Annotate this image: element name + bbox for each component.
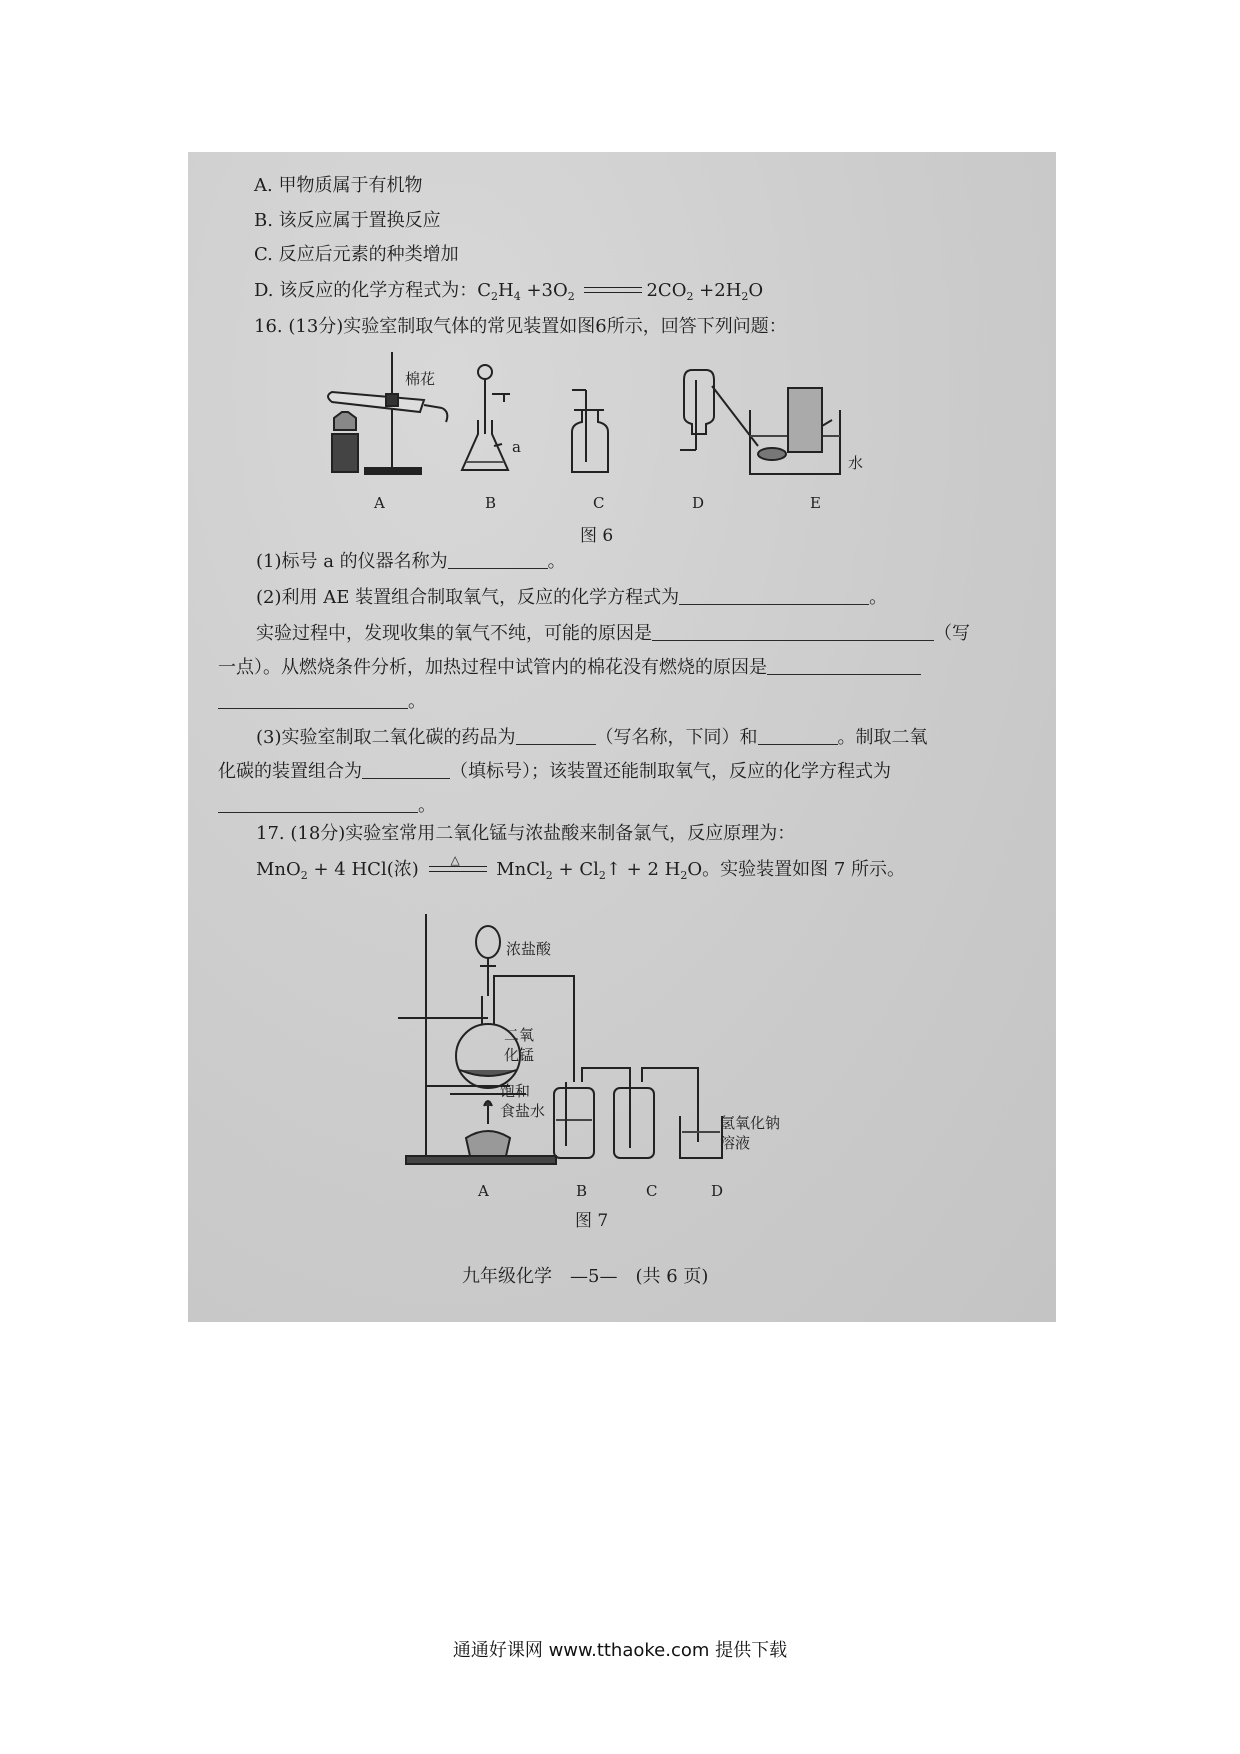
answer-blank[interactable] bbox=[516, 726, 596, 745]
option-b: B. 该反应属于置换反应 bbox=[254, 210, 441, 231]
download-note: 通通好课网 www.tthaoke.com 提供下载 bbox=[452, 1640, 788, 1661]
figure-7-apparatus bbox=[398, 910, 758, 1180]
label-brine-1: 饱和 bbox=[500, 1082, 531, 1100]
fig7-label-c: C bbox=[646, 1182, 658, 1200]
apparatus-b-brine-bottle bbox=[554, 1068, 630, 1158]
fig6-label-d: D bbox=[692, 494, 705, 512]
label-mno2-2: 化锰 bbox=[504, 1046, 535, 1064]
apparatus-b-funnel-flask bbox=[462, 365, 510, 470]
figure-6-apparatus bbox=[320, 350, 880, 480]
answer-blank[interactable] bbox=[767, 656, 921, 675]
answer-blank[interactable] bbox=[218, 794, 418, 813]
label-naoh-2: 溶液 bbox=[720, 1134, 751, 1152]
answer-blank[interactable] bbox=[679, 586, 869, 605]
heat-equals-icon: △ bbox=[429, 860, 487, 878]
q16-part2-line3: 一点）。从燃烧条件分析，加热过程中试管内的棉花没有燃烧的原因是 bbox=[218, 656, 921, 680]
fig7-caption: 图 7 bbox=[575, 1211, 609, 1231]
option-a: A. 甲物质属于有机物 bbox=[254, 175, 423, 196]
label-naoh-1: 氢氧化钠 bbox=[720, 1114, 781, 1132]
fig6-label-b: B bbox=[485, 494, 497, 512]
answer-blank[interactable] bbox=[448, 550, 548, 569]
apparatus-c-gas-bottle-up bbox=[572, 390, 608, 472]
label-a: a bbox=[512, 438, 521, 456]
option-c: C. 反应后元素的种类增加 bbox=[254, 244, 459, 265]
q17-title: 17. (18分)实验室常用二氧化锰与浓盐酸来制备氯气，反应原理为： bbox=[256, 823, 796, 844]
fig7-label-b: B bbox=[576, 1182, 588, 1200]
label-mno2-1: 二氧 bbox=[504, 1026, 535, 1044]
answer-blank[interactable] bbox=[218, 690, 408, 709]
fig6-label-a: A bbox=[374, 494, 385, 512]
label-brine-2: 食盐水 bbox=[500, 1102, 546, 1120]
apparatus-c-collect-bottle bbox=[614, 1068, 698, 1158]
equals-sign-icon bbox=[584, 281, 642, 299]
apparatus-e-water-trough bbox=[712, 386, 840, 474]
q16-part3-line3: 。 bbox=[218, 794, 436, 818]
q16-part1: (1)标号 a 的仪器名称为 。 bbox=[256, 551, 566, 572]
fig7-label-d: D bbox=[711, 1182, 724, 1200]
label-cotton: 棉花 bbox=[405, 370, 436, 388]
q16-title: 16. (13分)实验室制取气体的常见装置如图6所示，回答下列问题： bbox=[254, 316, 787, 337]
q16-part3: (3)实验室制取二氧化碳的药品为 （写名称，下同）和 。制取二氧 bbox=[256, 727, 928, 748]
fig6-caption: 图 6 bbox=[580, 526, 614, 546]
fig6-label-e: E bbox=[810, 494, 821, 512]
q16-part2-line4: 。 bbox=[218, 690, 426, 714]
fig6-label-c: C bbox=[593, 494, 605, 512]
fig7-label-a: A bbox=[478, 1182, 489, 1200]
q16-part3-line2: 化碳的装置组合为 （填标号）；该装置还能制取氧气，反应的化学方程式为 bbox=[218, 761, 891, 782]
apparatus-d-gas-bottle-down bbox=[680, 370, 714, 450]
answer-blank[interactable] bbox=[758, 726, 838, 745]
option-d: D. 该反应的化学方程式为：$C_2H_4 +3O_2$ $2CO_2 +2H_2O$ bbox=[254, 280, 764, 303]
q16-part2: (2)利用 AE 装置组合制取氧气，反应的化学方程式为 。 bbox=[256, 587, 888, 608]
apparatus-d-naoh-beaker bbox=[680, 1116, 722, 1158]
label-conc-hcl: 浓盐酸 bbox=[506, 940, 552, 958]
answer-blank[interactable] bbox=[362, 760, 450, 779]
label-water: 水 bbox=[848, 454, 864, 472]
answer-blank[interactable] bbox=[652, 622, 934, 641]
page-footer: 九年级化学 —5— (共 6 页) bbox=[462, 1266, 709, 1287]
q16-part2-line2: 实验过程中，发现收集的氧气不纯，可能的原因是 （写 bbox=[256, 623, 970, 644]
q17-equation: MnO$_2$ + 4 HCl(浓) △ MnCl$_2$ + $Cl_2↑ + 2$ $H_2O$。实验装置如图 7 所示。 bbox=[256, 853, 905, 882]
